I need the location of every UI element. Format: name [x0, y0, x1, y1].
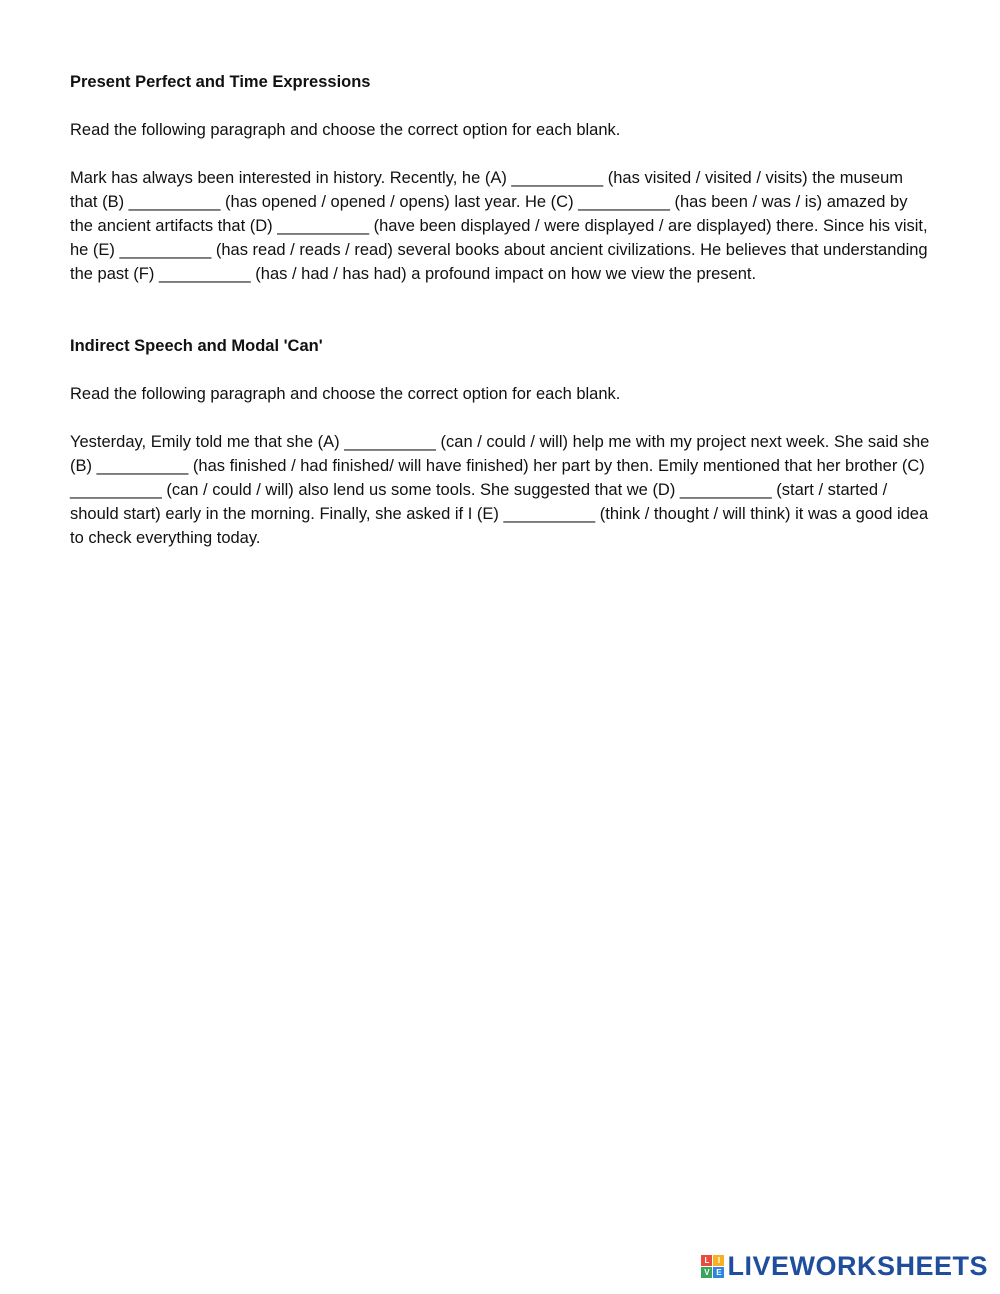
section-indirect-speech: [70, 334, 932, 550]
section-instruction: Read the following paragraph and choose the correct option for each blank.: [70, 121, 621, 139]
logo-text: LIVEWORKSHEETS: [727, 1251, 988, 1281]
exercise-paragraph: Mark has always been interested in history. Recently, he (A) __________ (has visited / visited / visits) the museum that (B) __________ (has opened / opened / opens) last year. He (C) __________ (has been / was / is) amazed by the ancient artifacts that (D) __________ (have been displayed / were displayed / are displayed) there. Since his visit, he (E) __________ (has read / reads / read) several books about ancient civilizations. He believes that understanding the past (F) __________ (has / had / has had) a profound impact on how we view the present.: [70, 169, 928, 283]
worksheet-page: [70, 70, 932, 550]
logo-mark-cell: I: [713, 1255, 724, 1266]
section-heading: Present Perfect and Time Expressions: [70, 73, 371, 91]
logo-mark-cell: L: [701, 1255, 712, 1266]
section-present-perfect: [70, 70, 932, 286]
section-heading: Indirect Speech and Modal 'Can': [70, 337, 323, 355]
logo-mark-icon: [701, 1255, 724, 1278]
section-instruction: Read the following paragraph and choose the correct option for each blank.: [70, 385, 621, 403]
exercise-paragraph: Yesterday, Emily told me that she (A) __________ (can / could / will) help me with my project next week. She said she (B) __________ (has finished / had finished/ will have finished) her part by then. Emily mentioned that her brother (C) __________ (can / could / will) also lend us some tools. She suggested that we (D) __________ (start / started / should start) early in the morning. Finally, she asked if I (E) __________ (think / thought / will think) it was a good idea to check everything today.: [70, 433, 930, 547]
logo-mark-cell: V: [701, 1267, 712, 1278]
liveworksheets-logo: [701, 1251, 988, 1282]
logo-mark-cell: E: [713, 1267, 724, 1278]
